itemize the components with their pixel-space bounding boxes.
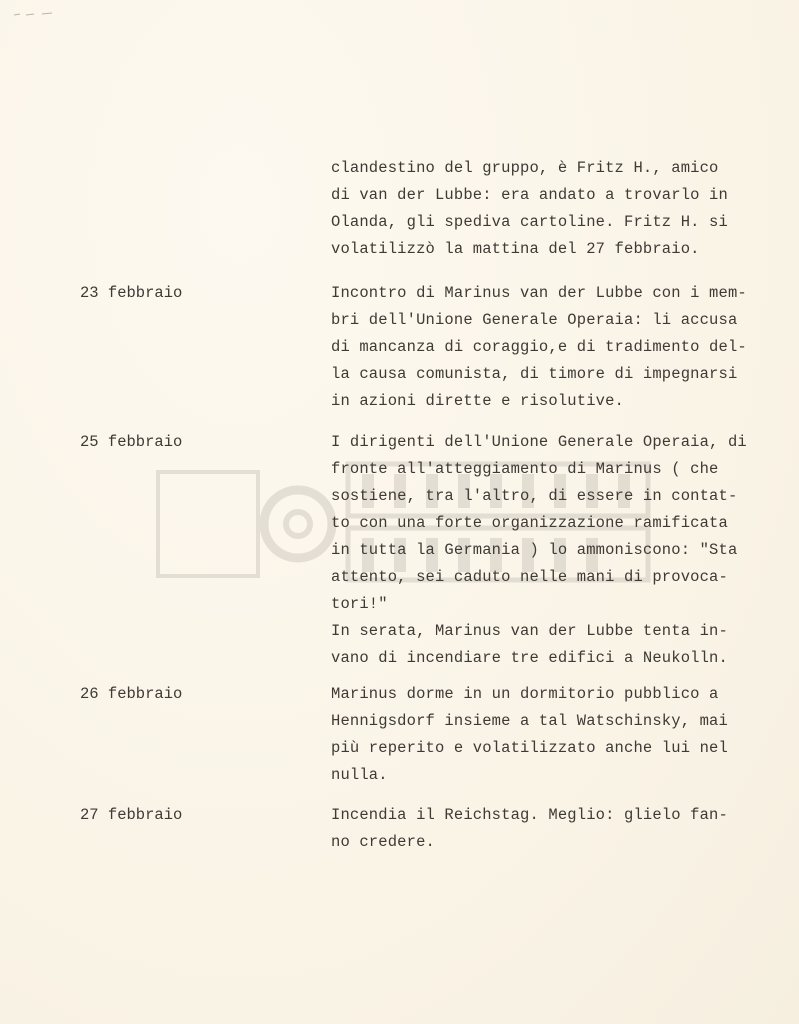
corner-pencil-mark	[12, 8, 56, 20]
entry-date-23: 23 febbraio	[80, 284, 183, 302]
text-line: tori!"	[331, 595, 388, 613]
text-line: Hennigsdorf insieme a tal Watschinsky, mai	[331, 712, 728, 730]
text-line: di mancanza di coraggio,e di tradimento del-	[331, 338, 747, 356]
continuation-paragraph	[331, 155, 771, 263]
text-line: Marinus dorme in un dormitorio pubblico a	[331, 685, 719, 703]
text-line: clandestino del gruppo, è Fritz H., amico	[331, 159, 719, 177]
text-line: in azioni dirette e risolutive.	[331, 392, 624, 410]
text-line: no credere.	[331, 833, 435, 851]
text-line: la causa comunista, di timore di impegnarsi	[331, 365, 738, 383]
entry-text-25	[331, 429, 771, 672]
text-line: I dirigenti dell'Unione Generale Operaia, di	[331, 433, 747, 451]
entry-date-26: 26 febbraio	[80, 685, 183, 703]
text-line: di van der Lubbe: era andato a trovarlo in	[331, 186, 728, 204]
entry-date-25: 25 febbraio	[80, 433, 183, 451]
text-line: fronte all'atteggiamento di Marinus ( che	[331, 460, 719, 478]
text-line: bri dell'Unione Generale Operaia: li accusa	[331, 311, 738, 329]
entry-text-23	[331, 280, 771, 415]
text-line: In serata, Marinus van der Lubbe tenta in-	[331, 622, 728, 640]
text-line: Olanda, gli spediva cartoline. Fritz H. si	[331, 213, 728, 231]
text-line: più reperito e volatilizzato anche lui nel	[331, 739, 728, 757]
text-line: vano di incendiare tre edifici a Neukolln.	[331, 649, 728, 667]
text-line: nulla.	[331, 766, 388, 784]
text-line: Incontro di Marinus van der Lubbe con i mem-	[331, 284, 747, 302]
text-line: sostiene, tra l'altro, di essere in contat-	[331, 487, 738, 505]
entry-date-27: 27 febbraio	[80, 806, 183, 824]
text-line: to con una forte organizzazione ramificata	[331, 514, 728, 532]
text-line: volatilizzò la mattina del 27 febbraio.	[331, 240, 700, 258]
entry-text-27	[331, 802, 771, 856]
text-line: attento, sei caduto nelle mani di provoca-	[331, 568, 728, 586]
entry-text-26	[331, 681, 771, 789]
text-line: in tutta la Germania ) lo ammoniscono: "Sta	[331, 541, 738, 559]
text-line: Incendia il Reichstag. Meglio: glielo fan-	[331, 806, 728, 824]
